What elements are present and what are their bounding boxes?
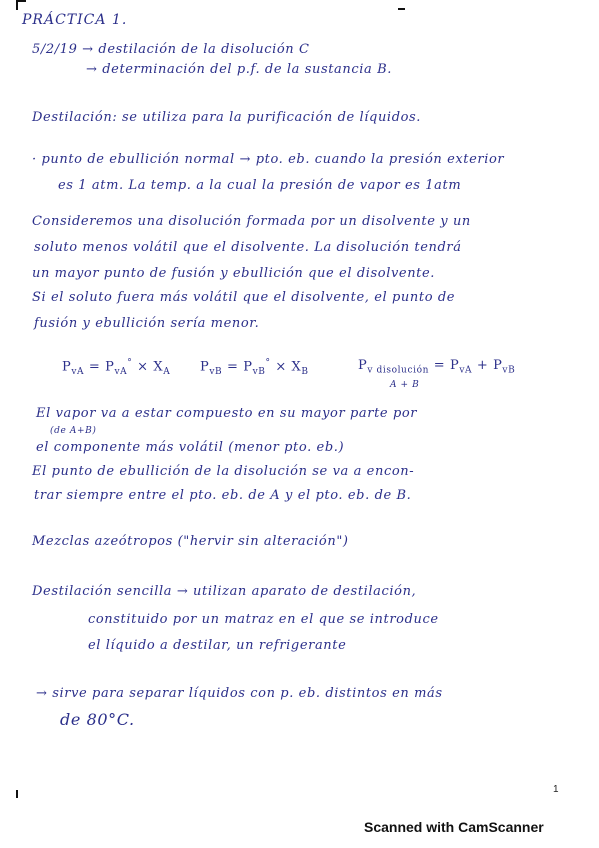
note-line-determination: → determinación del p.f. de la sustancia B. [86, 62, 392, 77]
note-line-higher-point: un mayor punto de fusión y ebullición que el disolvente. [32, 266, 436, 281]
note-line-between: trar siempre entre el pto. eb. de A y el pto. eb. de B. [34, 488, 412, 503]
practice-title: PRÁCTICA 1. [22, 12, 128, 28]
note-line-vapor-aside: (de A+B) [50, 426, 97, 436]
note-line-boiling-point: · punto de ebullición normal → pto. eb. cuando la presión exterior [32, 152, 505, 167]
crop-mark-top-center [398, 8, 405, 10]
camscanner-watermark: Scanned with CamScanner [364, 819, 544, 835]
note-line-volatile: el componente más volátil (menor pto. eb.) [36, 440, 345, 455]
note-line-boiling-solution: El punto de ebullición de la disolución se va a encon- [32, 464, 415, 479]
note-line-distillation-def: Destilación: se utiliza para la purificación de líquidos. [32, 110, 422, 125]
note-line-constituted: constituido por un matraz en el que se introduce [88, 612, 439, 627]
note-line-solute: soluto menos volátil que el disolvente. La disolución tendrá [34, 240, 462, 255]
note-line-azeotropes: Mezclas azeótropos ("hervir sin alteración") [32, 534, 349, 549]
note-line-lower: fusión y ebullición sería menor. [34, 316, 260, 331]
raoult-formula-a: $P_{vA} = P_{vA}^\circ \times X_A$ [62, 358, 171, 377]
note-line-simple-distillation: Destilación sencilla → utilizan aparato de destilación, [32, 584, 417, 599]
note-line-vapor: El vapor va a estar compuesto en su mayor parte por [36, 406, 418, 421]
dalton-formula: $P_{v disolución} = P_{vA} + P_{vB}$ [358, 358, 516, 376]
page-number: 1 [553, 784, 559, 795]
raoult-formula-b: $P_{vB} = P_{vB}^\circ \times X_B$ [200, 358, 309, 377]
dalton-formula-subscript: A + B [390, 380, 420, 390]
note-line-liquid: el líquido a destilar, un refrigerante [88, 638, 347, 653]
crop-mark-bottom-left [16, 790, 18, 798]
note-line-1atm: es 1 atm. La temp. a la cual la presión de vapor es 1atm [58, 178, 462, 193]
note-line-date: 5/2/19 → destilación de la disolución C [32, 42, 310, 57]
note-line-if-solute: Si el soluto fuera más volátil que el disolvente, el punto de [32, 290, 456, 305]
note-line-separate: → sirve para separar líquidos con p. eb. distintos en más [36, 686, 443, 701]
crop-mark-top-left-h [16, 0, 26, 2]
note-line-80c: de 80°C. [60, 710, 135, 729]
note-line-consider: Consideremos una disolución formada por un disolvente y un [32, 214, 471, 229]
